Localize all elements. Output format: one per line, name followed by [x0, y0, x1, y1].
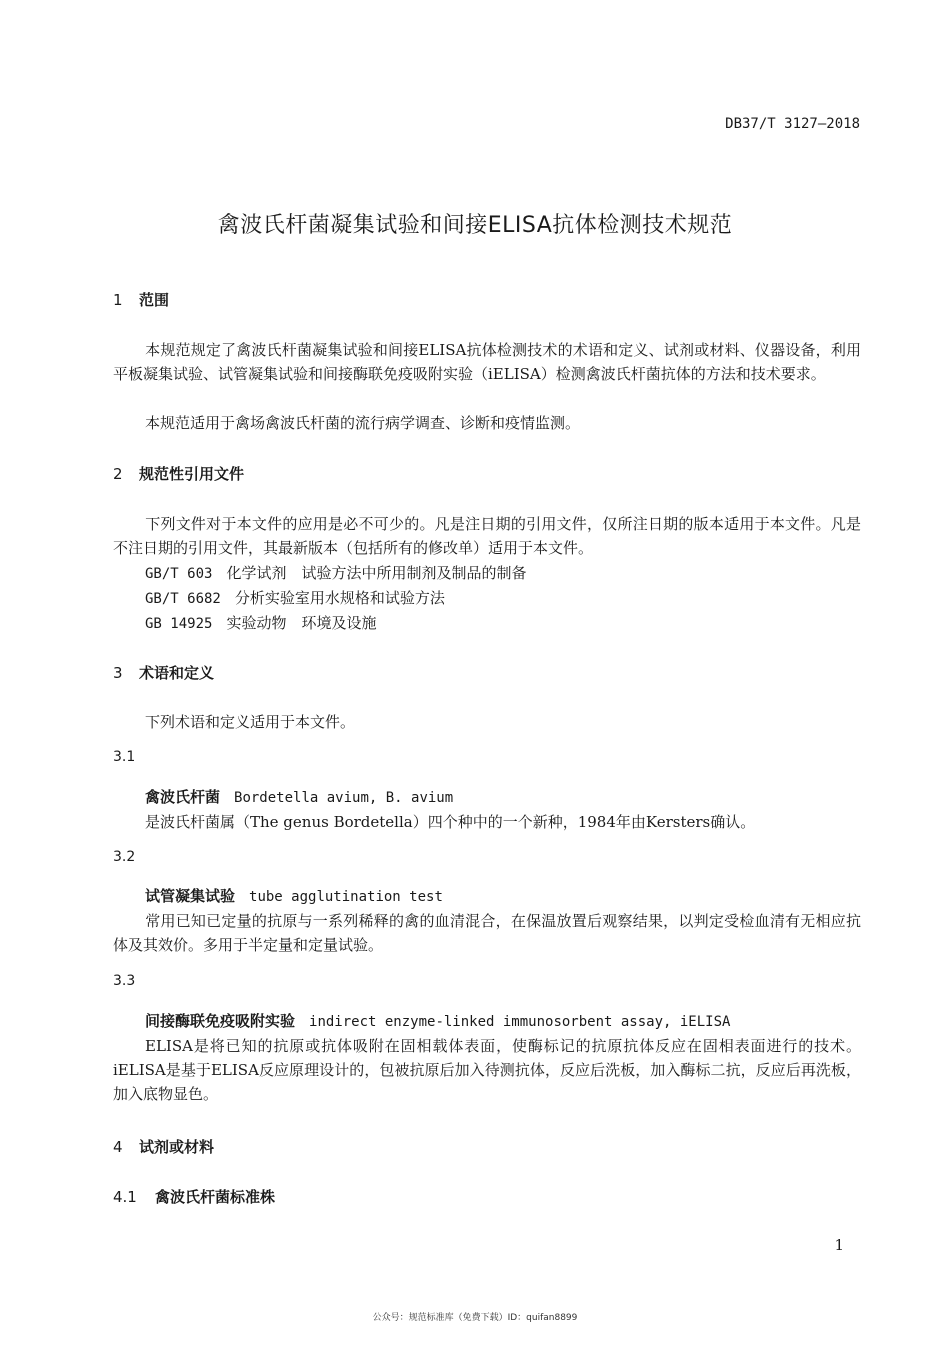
section-number: 3	[113, 664, 123, 682]
section-number: 4	[113, 1138, 123, 1156]
term-entry	[145, 885, 443, 906]
page-number: 1	[834, 1236, 844, 1254]
term-chinese: 禽波氏杆菌	[145, 788, 221, 806]
footer-watermark: 公众号：规范标准库（免费下载）ID：quifan8899	[372, 1313, 578, 1323]
definition-text: ELISA是将已知的抗原或抗体吸附在固相载体表面，使酶标记的抗原抗体反应在固相表面进行的技术。iELISA是基于ELISA反应原理设计的，包被抗原后加入待测抗体，反应后洗板，加入酶标二抗，反应后再洗板，加入底物显色。	[113, 1037, 861, 1103]
section-1-heading	[113, 289, 169, 310]
section-title: 试剂或材料	[139, 1138, 215, 1156]
definition-text: 常用已知已定量的抗原与一系列稀释的禽的血清混合，在保温放置后观察结果，以判定受检血清有无相应抗体及其效价。多用于半定量和定量试验。	[113, 912, 861, 954]
section-number: 2	[113, 465, 123, 483]
paragraph-text: 本规范规定了禽波氏杆菌凝集试验和间接ELISA抗体检测技术的术语和定义、试剂或材料、仪器设备，利用平板凝集试验、试管凝集试验和间接酶联免疫吸附实验（iELISA）检测禽波氏杆菌抗体的方法和技术要求。	[113, 341, 861, 383]
term-chinese: 间接酶联免疫吸附实验	[145, 1012, 296, 1030]
term-entry	[145, 1010, 730, 1031]
subsection-4-1-heading	[113, 1186, 275, 1207]
section-title: 范围	[139, 291, 170, 309]
section-3-heading	[113, 662, 214, 683]
reference-item	[145, 561, 526, 586]
term-definition	[113, 1034, 861, 1106]
term-number: 3.1	[113, 749, 136, 765]
term-definition	[113, 909, 861, 957]
term-number: 3.3	[113, 973, 136, 989]
reference-code: GB/T 603	[145, 566, 213, 582]
section-title: 术语和定义	[139, 664, 215, 682]
subsection-title: 禽波氏杆菌标准株	[155, 1188, 276, 1206]
term-english: tube agglutination test	[249, 889, 443, 905]
reference-item	[145, 586, 445, 611]
section-1-paragraph-2	[113, 411, 861, 435]
reference-item	[145, 611, 376, 636]
document-code: DB37/T 3127—2018	[725, 116, 860, 132]
term-number: 3.2	[113, 849, 136, 865]
section-1-paragraph-1	[113, 338, 861, 386]
section-title: 规范性引用文件	[139, 465, 245, 483]
term-entry	[145, 786, 453, 807]
paragraph-text: 本规范适用于禽场禽波氏杆菌的流行病学调查、诊断和疫情监测。	[145, 414, 581, 432]
reference-code: GB/T 6682	[145, 591, 221, 607]
document-title: 禽波氏杆菌凝集试验和间接ELISA抗体检测技术规范	[217, 213, 733, 238]
term-definition	[145, 810, 861, 834]
term-chinese: 试管凝集试验	[145, 887, 236, 905]
section-2-heading	[113, 463, 244, 484]
reference-name: 化学试剂 试验方法中所用制剂及制品的制备	[226, 564, 527, 582]
section-4-heading	[113, 1136, 214, 1157]
section-3-paragraph-1	[113, 710, 861, 734]
reference-code: GB 14925	[145, 616, 213, 632]
term-english: Bordetella avium, B. avium	[234, 790, 454, 806]
reference-name: 实验动物 环境及设施	[226, 614, 377, 632]
paragraph-text: 下列文件对于本文件的应用是必不可少的。凡是注日期的引用文件，仅所注日期的版本适用于本文件。凡是不注日期的引用文件，其最新版本（包括所有的修改单）适用于本文件。	[113, 515, 861, 557]
paragraph-text: 下列术语和定义适用于本文件。	[145, 713, 356, 731]
subsection-number: 4.1	[113, 1188, 137, 1206]
definition-text: 是波氏杆菌属（The genus Bordetella）四个种中的一个新种，1984年由Kersters确认。	[145, 813, 756, 831]
section-2-paragraph-1	[113, 512, 861, 560]
section-number: 1	[113, 291, 123, 309]
term-english: indirect enzyme-linked immunosorbent assay, iELISA	[309, 1014, 731, 1030]
reference-name: 分析实验室用水规格和试验方法	[234, 589, 445, 607]
